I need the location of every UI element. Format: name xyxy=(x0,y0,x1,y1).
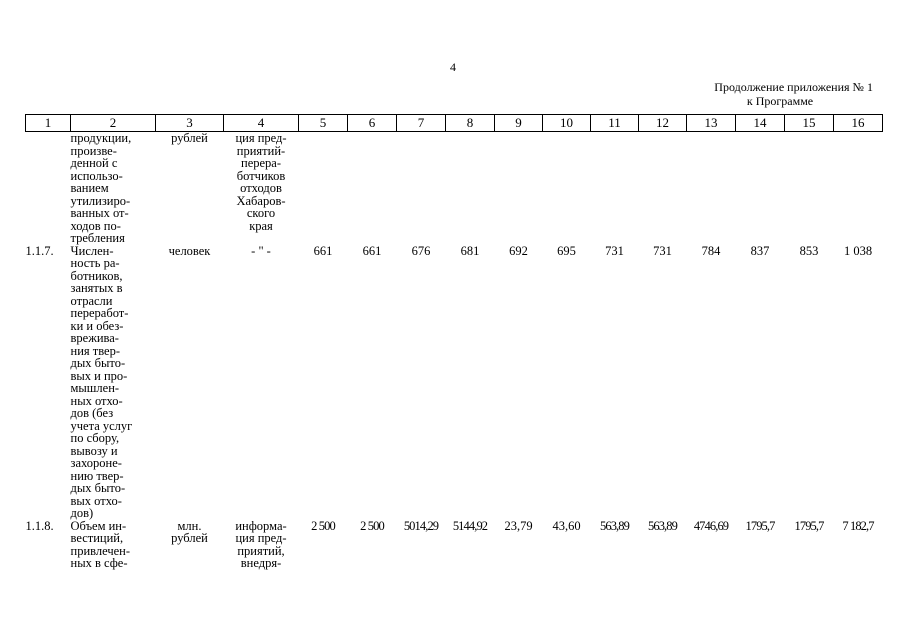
value-cell: 4746,69 xyxy=(693,518,729,533)
data-source: - " - xyxy=(251,243,271,258)
appendix-subtitle: к Программе xyxy=(746,94,814,108)
indicator-name: продукции, произве- денной с использо- ванием утилизиро- ванных от- ходов по- требления xyxy=(70,131,132,245)
col-header: 4 xyxy=(224,115,299,132)
value-cell xyxy=(736,132,785,245)
value-cell: 661 xyxy=(362,243,382,258)
value-cell: 837 xyxy=(750,243,770,258)
value-cell: 1 038 xyxy=(843,243,873,258)
value-cell: 692 xyxy=(509,243,528,258)
value-cell: 7 182,7 xyxy=(842,518,874,533)
value-cell: 43,60 xyxy=(552,518,581,533)
value-cell: 563,89 xyxy=(600,518,629,533)
unit: рублей xyxy=(171,131,208,145)
value-cell xyxy=(299,132,348,245)
col-header: 2 xyxy=(71,115,156,132)
col-header: 15 xyxy=(785,115,834,132)
col-header: 8 xyxy=(446,115,495,132)
value-cell: 2 500 xyxy=(311,518,335,533)
value-cell: 563,89 xyxy=(648,518,677,533)
col-header: 13 xyxy=(687,115,736,132)
value-cell: 1795,7 xyxy=(794,518,824,533)
value-cell xyxy=(591,132,639,245)
table-row xyxy=(26,245,883,520)
col-header: 16 xyxy=(834,115,883,132)
row-number: 1.1.7. xyxy=(25,243,54,258)
data-source: информа- ция пред- приятий, внедря- xyxy=(235,518,287,570)
col-header: 12 xyxy=(639,115,687,132)
value-cell: 661 xyxy=(313,243,333,258)
indicators-table xyxy=(25,114,883,570)
value-cell xyxy=(348,132,397,245)
table-row xyxy=(26,132,883,245)
data-source: ция пред- приятий- перера- ботчиков отходов Хабаров- ского края xyxy=(235,131,287,233)
value-cell xyxy=(639,132,687,245)
value-cell: 681 xyxy=(460,243,480,258)
value-cell xyxy=(397,132,446,245)
value-cell: 731 xyxy=(653,243,672,258)
header-row xyxy=(26,115,883,132)
row-number xyxy=(26,132,71,245)
value-cell xyxy=(446,132,495,245)
col-header: 10 xyxy=(543,115,591,132)
col-header: 14 xyxy=(736,115,785,132)
value-cell: 784 xyxy=(701,243,721,258)
value-cell xyxy=(687,132,736,245)
col-header: 3 xyxy=(156,115,224,132)
value-cell: 2 500 xyxy=(360,518,384,533)
unit: млн. рублей xyxy=(171,518,208,545)
col-header: 5 xyxy=(299,115,348,132)
value-cell: 695 xyxy=(557,243,576,258)
value-cell: 676 xyxy=(411,243,431,258)
table-row xyxy=(26,520,883,570)
col-header: 6 xyxy=(348,115,397,132)
col-header: 7 xyxy=(397,115,446,132)
value-cell: 731 xyxy=(605,243,624,258)
value-cell: 23,79 xyxy=(504,518,533,533)
indicator-name: Числен- ность ра- ботников, занятых в отрасли переработ- ки и обез- врежива- ния твер- дых быто- вых и про- мышлен- ных отхо- дов (без учета услуг по сбору, вывозу и захороне- нию твер- дых быто- вых отхо- дов) xyxy=(70,243,133,520)
value-cell: 853 xyxy=(799,243,819,258)
indicator-name: Объем ин- вестиций, привлечен- ных в сфе- xyxy=(70,518,131,570)
row-number: 1.1.8. xyxy=(25,518,54,533)
value-cell: 5014,29 xyxy=(403,518,439,533)
value-cell xyxy=(785,132,834,245)
col-header: 1 xyxy=(26,115,71,132)
appendix-title: Продолжение приложения № 1 xyxy=(714,80,873,94)
col-header: 11 xyxy=(591,115,639,132)
value-cell xyxy=(495,132,543,245)
col-header: 9 xyxy=(495,115,543,132)
value-cell xyxy=(543,132,591,245)
unit: человек xyxy=(168,243,211,258)
value-cell xyxy=(834,132,883,245)
page-number: 4 xyxy=(450,60,456,74)
value-cell: 5144,92 xyxy=(452,518,488,533)
value-cell: 1795,7 xyxy=(745,518,775,533)
